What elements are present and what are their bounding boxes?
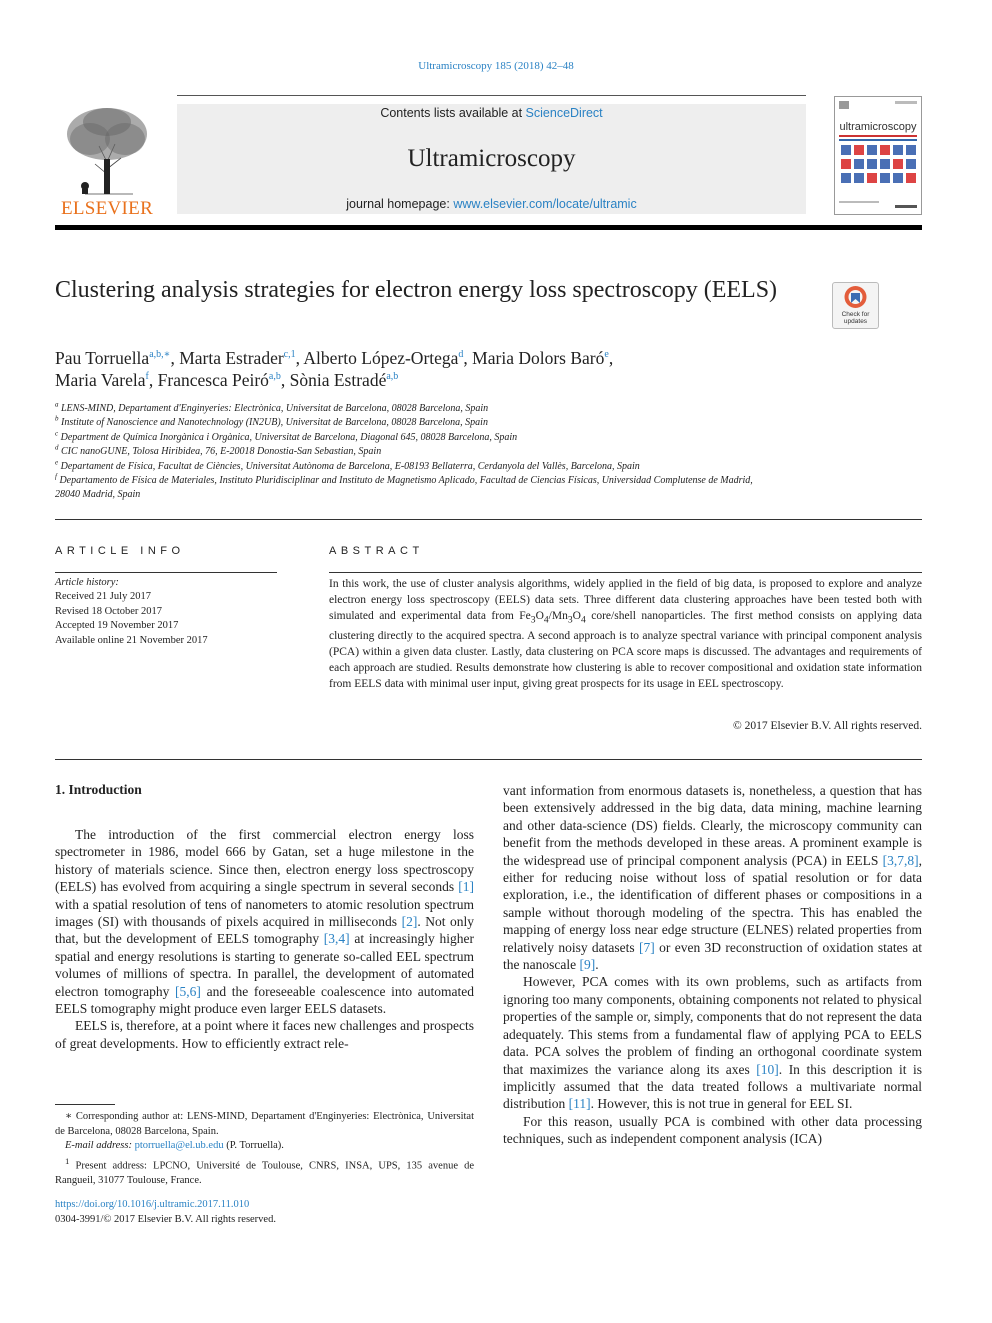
affiliations (55, 402, 775, 503)
abstract-text (329, 576, 922, 692)
doi-link[interactable]: https://doi.org/10.1016/j.ultramic.2017.11.010 (55, 1199, 250, 1210)
footnote-text: Present address: LPCNO, Université de Toulouse, CNRS, INSA, UPS, 135 avenue de Rangueil, 31077 Toulouse, France. (55, 1160, 474, 1186)
cover-title: ultramicroscopy (839, 121, 917, 133)
author-separator: , (280, 370, 290, 390)
check-for-updates-badge[interactable] (832, 282, 879, 329)
text-segment: with a spatial resolution of tens of nanometers to atomic resolution spectrum images (SI) with thousands of pixels acquired in milliseconds (55, 896, 474, 930)
footnote-corresponding (55, 1110, 474, 1139)
author-name[interactable]: Marta Estrader (179, 348, 284, 368)
affiliation-key: e (55, 458, 59, 467)
text-segment: or even 3D reconstruction of oxidation states at the nanoscale (503, 939, 922, 973)
author-name[interactable]: Maria Varela (55, 370, 146, 390)
author-affil-marker[interactable]: e (604, 349, 609, 361)
author-affil-marker[interactable]: a,b,∗ (149, 349, 171, 361)
citation-link[interactable]: [5,6] (175, 983, 201, 999)
text-segment: , either for reducing noise without loss of spatial resolution or for data exploration, i.e., the identification of different phases or compositions in a sample without thorough modeling of the spectra. This has enabled the mapping of energy loss near edge structure (ELNES) related properties from relatively noisy datasets (503, 852, 922, 955)
author-separator: , (295, 348, 304, 368)
author-separator: , (148, 370, 158, 390)
paragraph: For this reason, usually PCA is combined with other data processing techniques, such as independent component analysis (ICA) (503, 1113, 922, 1147)
abstract-segment: /Mn (548, 610, 568, 622)
affiliation-item (55, 474, 775, 503)
affiliation-item (55, 460, 775, 474)
footnotes (55, 1110, 474, 1188)
cover-image (835, 97, 921, 214)
affiliation-text: Department de Química Inorgànica i Orgànica, Universitat de Barcelona, Diagonal 645, 08028 Barcelona, Spain (60, 431, 518, 443)
online-date: Available online 21 November 2017 (55, 634, 208, 646)
affiliation-key: d (55, 443, 59, 452)
paragraph (55, 826, 474, 1017)
affiliation-text: Institute of Nanoscience and Nanotechnology (IN2UB), Universitat de Barcelona, 08028 Barcelona, Spain (61, 417, 488, 429)
check-updates-icon (833, 283, 878, 311)
affiliation-text: Departament de Física, Facultat de Ciències, Universitat Autònoma de Barcelona, E-08193 Bellaterra, Cerdanyola del Vallès, Barcelona, Spain (60, 460, 640, 472)
abstract-heading: ABSTRACT (329, 545, 424, 557)
article-title: Clustering analysis strategies for electron energy loss spectroscopy (EELS) (55, 277, 778, 303)
text-segment: vant information from enormous datasets is, nonetheless, a question that has been extensively addressed in the big data, data mining, machine learning and other data-science (DS) fields. Clearly, the microscopy community can benefit from the methods developed in these areas. A prominent example is the widespread use of principal component analysis (PCA) in EELS (503, 783, 922, 868)
footnote-marker: ∗ (65, 1111, 73, 1122)
masthead-top-rule (177, 95, 806, 96)
author-separator: , (170, 348, 180, 368)
subscript: 3 (567, 614, 573, 626)
email-suffix: (P. Torruella). (226, 1140, 284, 1152)
footnote-marker: 1 (65, 1155, 70, 1166)
divider (329, 572, 922, 573)
affiliation-item (55, 416, 775, 430)
contents-prefix: Contents lists available at (380, 106, 526, 120)
divider (55, 519, 922, 520)
citation-link[interactable]: [7] (639, 939, 655, 955)
footnote-rule (55, 1104, 115, 1105)
affiliation-key: a (55, 400, 59, 409)
check-updates-label: Check for updates (841, 311, 870, 325)
author-name[interactable]: Maria Dolors Baró (472, 348, 605, 368)
affiliation-text: Departamento de Física de Materiales, Instituto Pluridisciplinar and Instituto de Magnetismo Aplicado, Facultad de Ciencias Físicas, Universidad Complutense de Madrid, 28040 Madrid, Spain (55, 475, 753, 501)
body-column-left (55, 826, 474, 1052)
tree-icon (55, 104, 159, 196)
journal-cover-thumbnail[interactable] (834, 96, 922, 215)
text-segment: . (595, 957, 599, 973)
text-segment: . However, this is not true in general for EEL SI. (590, 1096, 853, 1112)
contents-line (177, 106, 806, 120)
section-heading-introduction: 1. Introduction (55, 782, 142, 797)
affiliation-item (55, 402, 775, 416)
article-info-heading: ARTICLE INFO (55, 545, 185, 557)
affiliation-key: f (55, 472, 57, 481)
journal-reference-link[interactable]: Ultramicroscopy 185 (2018) 42–48 (418, 60, 574, 72)
history-label: Article history: (55, 577, 119, 588)
abstract-segment: O (535, 610, 544, 622)
homepage-line (177, 197, 806, 211)
article-history (55, 576, 277, 648)
divider (55, 572, 277, 573)
paragraph: EELS is, therefore, at a point where it faces new challenges and prospects of great developments. How to efficiently extract rele- (55, 1018, 474, 1051)
journal-homepage-link[interactable]: www.elsevier.com/locate/ultramic (453, 197, 637, 211)
elsevier-logo (55, 104, 159, 219)
author-affil-marker[interactable]: c,1 (283, 349, 296, 361)
text-segment: The introduction of the first commercial electron energy loss spectrometer in 1986, model 666 by Gatan, set a huge milestone in the history of materials science. Since then, electron energy loss spectroscopy (EELS) has evolved from acquiring a single spectrum in several seconds (55, 827, 474, 895)
affiliation-item (55, 445, 775, 459)
author-affil-marker[interactable]: a,b (268, 371, 281, 383)
affiliation-text: LENS-MIND, Departament d'Enginyeries: Electrònica, Universitat de Barcelona, 08028 Barcelona, Spain (61, 403, 489, 414)
email-link[interactable]: ptorruella@el.ub.edu (134, 1140, 224, 1152)
author-affil-marker[interactable]: d (458, 349, 464, 361)
header-thick-rule (55, 225, 922, 230)
citation-link[interactable]: [3,7,8] (882, 852, 919, 868)
body-column-right (503, 782, 922, 1148)
revised-date: Revised 18 October 2017 (55, 605, 163, 617)
citation-link[interactable]: [11] (568, 1096, 591, 1112)
journal-name: Ultramicroscopy (407, 145, 576, 172)
sciencedirect-link[interactable]: ScienceDirect (525, 106, 603, 120)
author-affil-marker[interactable]: f (145, 371, 149, 383)
paragraph (503, 973, 922, 1112)
doi-block (55, 1198, 474, 1227)
affiliation-text: CIC nanoGUNE, Tolosa Hiribidea, 76, E-20018 Donostia-San Sebastian, Spain (61, 446, 382, 458)
elsevier-wordmark: ELSEVIER (60, 198, 154, 219)
paragraph (503, 782, 922, 973)
divider (55, 759, 922, 760)
abstract-segment: core/shell nanoparticles. The first method consists on applying data clustering directly to the acquired spectra. A second approach is to analyze spectral variance with principal component analysis (PCA) within a given data cluster. Lastly, data clustering on PCA score maps is discussed. The advantages and requirements of each approach are studied. Results demonstrate how clustering is able to recover compositional and oxidation state information from EELS data with minimal user input, giving great prospects for its usage in EEL spectroscopy. (329, 610, 922, 691)
footnote-email (55, 1139, 474, 1154)
affiliation-item (55, 431, 775, 445)
author-list (55, 347, 815, 391)
issn-copyright: 0304-3991/© 2017 Elsevier B.V. All rights reserved. (55, 1213, 276, 1225)
accepted-date: Accepted 19 November 2017 (55, 620, 179, 632)
text-segment: However, PCA comes with its own problems, such as artifacts from ignoring too many components, obtaining components not related to physical properties of the sample or, simply, components that do not represent the data adequately. This stems from a fundamental flaw of applying PCA to EELS data. PCA solves the problem of finding an orthogonal coordinate system that maximizes the variance along its axes (503, 974, 922, 1077)
citation-link[interactable]: [9] (579, 957, 596, 973)
author-separator: , (463, 348, 473, 368)
text-segment: and the foreseeable coalescence into automated EELS tomography might produce even larger EELS datasets. (55, 983, 475, 1017)
author-name[interactable]: Alberto López-Ortega (303, 348, 459, 368)
author-separator: , (608, 348, 614, 368)
text-segment: . In this description it is implicitly assumed that the data treated follows a multivariate normal distribution (503, 1061, 922, 1112)
text-segment: at increasingly higher spatial and energy resolutions is starting to generate so-called EEL spectrum volumes of millions of spectra. In parallel, the development of automated electron tomography (55, 931, 474, 999)
author-affil-marker[interactable]: a,b (386, 371, 399, 383)
received-date: Received 21 July 2017 (55, 591, 151, 603)
abstract-segment: In this work, the use of cluster analysis algorithms, widely applied in the field of big data, is proposed to explore and analyze electron energy loss spectroscopy (EELS) data sets. Three different data clustering approaches have been tested both with simulated and experimental data from Fe (329, 578, 922, 622)
subscript: 4 (543, 614, 549, 626)
citation-link[interactable]: [2] (401, 914, 418, 930)
affiliation-key: c (55, 429, 59, 438)
abstract-segment: O (572, 610, 581, 622)
affiliation-key: b (55, 415, 59, 424)
subscript: 4 (580, 614, 586, 626)
email-label: E-mail address: (65, 1140, 132, 1152)
author-name[interactable]: Pau Torruella (55, 348, 150, 368)
citation-link[interactable]: [3,4] (323, 931, 350, 947)
copyright-notice: © 2017 Elsevier B.V. All rights reserved. (733, 720, 922, 732)
text-segment: . Not only that, but the development of EELS tomography (55, 914, 474, 947)
homepage-prefix: journal homepage: (346, 197, 454, 211)
citation-link[interactable]: [1] (458, 879, 474, 895)
footnote-present-address (55, 1154, 474, 1189)
citation-link[interactable]: [10] (756, 1061, 779, 1077)
subscript: 3 (530, 614, 536, 626)
author-name[interactable]: Sònia Estradé (289, 370, 387, 390)
author-name[interactable]: Francesca Peiró (157, 370, 269, 390)
footnote-text: Corresponding author at: LENS-MIND, Departament d'Enginyeries: Electrònica, Universitat de Barcelona, 08028 Barcelona, Spain. (55, 1111, 474, 1137)
